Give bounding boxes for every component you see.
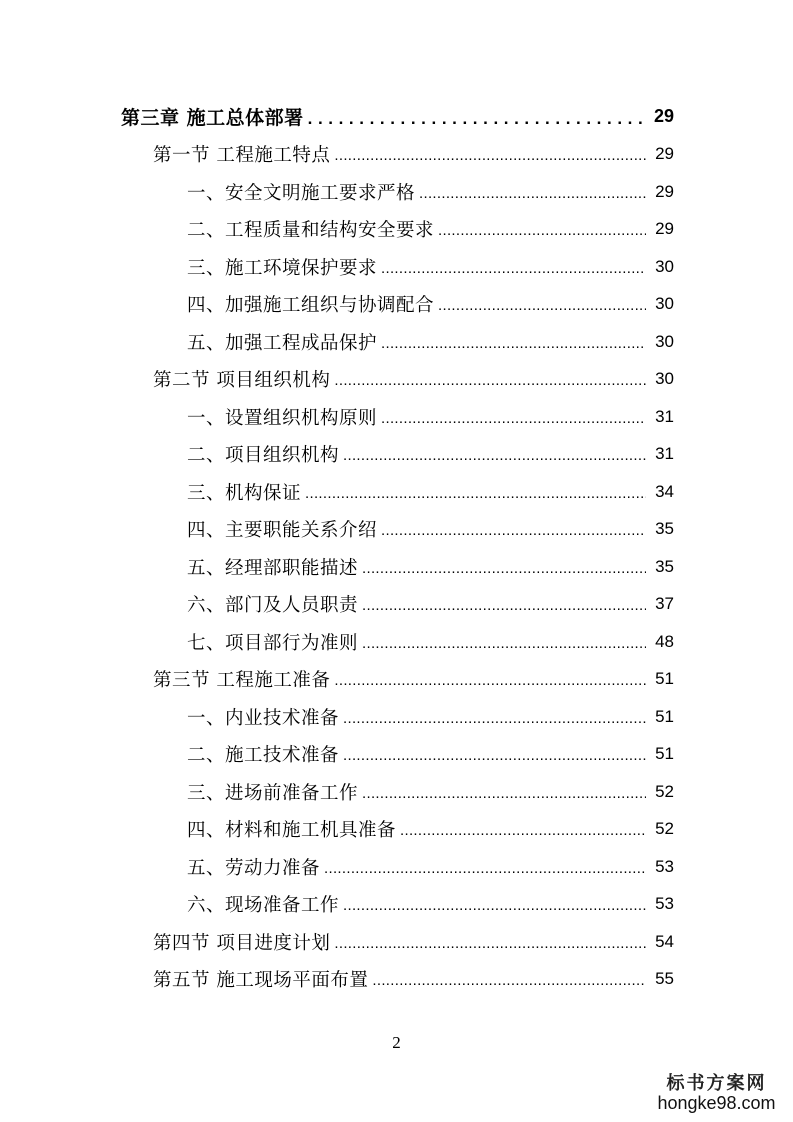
- toc-entry-item[interactable]: [0, 248, 793, 286]
- toc-entry-title: 第二节 项目组织机构: [153, 370, 331, 392]
- toc-entry-title: 第四节 项目进度计划: [153, 932, 331, 954]
- toc-entry-page: 51: [655, 669, 674, 689]
- toc-entry-section[interactable]: [0, 361, 793, 399]
- toc-dot-leader: [362, 785, 646, 811]
- toc-entry-title: 三、机构保证: [187, 482, 302, 504]
- toc-entry-item[interactable]: [0, 323, 793, 361]
- toc-entry-page: 52: [655, 781, 674, 801]
- toc-entry-item[interactable]: [0, 511, 793, 549]
- toc-entry-title: 第五节 施工现场平面布置: [153, 970, 369, 992]
- toc-entry-section[interactable]: [0, 661, 793, 699]
- site-watermark: [654, 1069, 779, 1114]
- toc-entry-page: 30: [655, 294, 674, 314]
- toc-entry-item[interactable]: [0, 173, 793, 211]
- toc-entry-title: 四、材料和施工机具准备: [187, 820, 397, 842]
- toc-entry-page: 29: [655, 181, 674, 201]
- toc-entry-title: 五、加强工程成品保护: [187, 332, 378, 354]
- toc-entry-page: 30: [655, 331, 674, 351]
- toc-dot-leader: [400, 822, 646, 848]
- toc-dot-leader: [362, 597, 646, 623]
- toc-entry-title: 六、部门及人员职责: [187, 595, 359, 617]
- toc-entry-page: 31: [655, 444, 674, 464]
- toc-entry-item[interactable]: [0, 848, 793, 886]
- toc-entry-page: 48: [655, 631, 674, 651]
- toc-dot-leader: [305, 485, 646, 511]
- toc-entry-item[interactable]: [0, 736, 793, 774]
- toc-entry-page: 35: [655, 519, 674, 539]
- toc-entry-section[interactable]: [0, 923, 793, 961]
- toc-dot-leader: [343, 710, 646, 736]
- toc-entry-item[interactable]: [0, 211, 793, 249]
- toc-dot-leader: [438, 222, 646, 248]
- toc-entry-item[interactable]: [0, 811, 793, 849]
- toc-entry-item[interactable]: [0, 548, 793, 586]
- toc-dot-leader: [343, 897, 646, 923]
- toc-entry-chapter[interactable]: [0, 98, 793, 136]
- toc-entry-page: 35: [655, 556, 674, 576]
- toc-dot-leader: [343, 747, 646, 773]
- toc-entry-title: 一、设置组织机构原则: [187, 407, 378, 429]
- toc-entry-page: 30: [655, 256, 674, 276]
- toc-entry-item[interactable]: [0, 698, 793, 736]
- watermark-url-text: hongke98.com: [657, 1093, 776, 1113]
- toc-entry-page: 29: [655, 144, 674, 164]
- toc-dot-leader: [362, 560, 646, 586]
- page-number: 2: [392, 1033, 401, 1052]
- toc-entry-title: 六、现场准备工作: [187, 895, 340, 917]
- toc-entry-title: 七、项目部行为准则: [187, 632, 359, 654]
- table-of-contents: [0, 98, 793, 998]
- toc-dot-leader: [334, 147, 646, 173]
- toc-dot-leader: [308, 109, 646, 136]
- toc-entry-title: 第三节 工程施工准备: [153, 670, 331, 692]
- toc-entry-page: 31: [655, 406, 674, 426]
- toc-entry-title: 一、内业技术准备: [187, 707, 340, 729]
- toc-entry-title: 三、进场前准备工作: [187, 782, 359, 804]
- toc-entry-title: 第三章 施工总体部署: [121, 107, 304, 130]
- toc-entry-page: 51: [655, 706, 674, 726]
- toc-entry-page: 30: [655, 369, 674, 389]
- toc-dot-leader: [438, 297, 646, 323]
- toc-entry-page: 52: [655, 819, 674, 839]
- toc-entry-title: 一、安全文明施工要求严格: [187, 182, 416, 204]
- toc-dot-leader: [372, 972, 646, 998]
- toc-entry-section[interactable]: [0, 136, 793, 174]
- toc-entry-page: 29: [653, 106, 674, 127]
- toc-dot-leader: [324, 860, 646, 886]
- toc-entry-item[interactable]: [0, 398, 793, 436]
- toc-entry-title: 第一节 工程施工特点: [153, 145, 331, 167]
- toc-entry-item[interactable]: [0, 773, 793, 811]
- toc-entry-section[interactable]: [0, 961, 793, 999]
- toc-entry-title: 四、主要职能关系介绍: [187, 520, 378, 542]
- toc-entry-title: 三、施工环境保护要求: [187, 257, 378, 279]
- toc-entry-page: 51: [655, 744, 674, 764]
- toc-entry-page: 55: [655, 969, 674, 989]
- toc-entry-item[interactable]: [0, 623, 793, 661]
- toc-entry-page: 54: [655, 931, 674, 951]
- toc-entry-item[interactable]: [0, 886, 793, 924]
- toc-dot-leader: [381, 335, 646, 361]
- toc-entry-page: 34: [655, 481, 674, 501]
- toc-dot-leader: [381, 522, 646, 548]
- toc-entry-item[interactable]: [0, 586, 793, 624]
- toc-entry-title: 五、经理部职能描述: [187, 557, 359, 579]
- toc-entry-page: 37: [655, 594, 674, 614]
- toc-dot-leader: [419, 185, 646, 211]
- toc-entry-title: 二、项目组织机构: [187, 445, 340, 467]
- toc-dot-leader: [334, 935, 646, 961]
- toc-dot-leader: [334, 372, 646, 398]
- toc-entry-item[interactable]: [0, 473, 793, 511]
- toc-entry-item[interactable]: [0, 436, 793, 474]
- toc-entry-page: 29: [655, 219, 674, 239]
- toc-entry-page: 53: [655, 856, 674, 876]
- toc-dot-leader: [381, 410, 646, 436]
- watermark-chinese-text: 标书方案网: [666, 1073, 767, 1094]
- toc-entry-item[interactable]: [0, 286, 793, 324]
- toc-dot-leader: [362, 635, 646, 661]
- toc-entry-title: 二、施工技术准备: [187, 745, 340, 767]
- toc-entry-title: 二、工程质量和结构安全要求: [187, 220, 435, 242]
- toc-entry-page: 53: [655, 894, 674, 914]
- toc-entry-title: 五、劳动力准备: [187, 857, 321, 879]
- toc-dot-leader: [343, 447, 646, 473]
- toc-dot-leader: [381, 260, 646, 286]
- toc-dot-leader: [334, 672, 646, 698]
- toc-entry-title: 四、加强施工组织与协调配合: [187, 295, 435, 317]
